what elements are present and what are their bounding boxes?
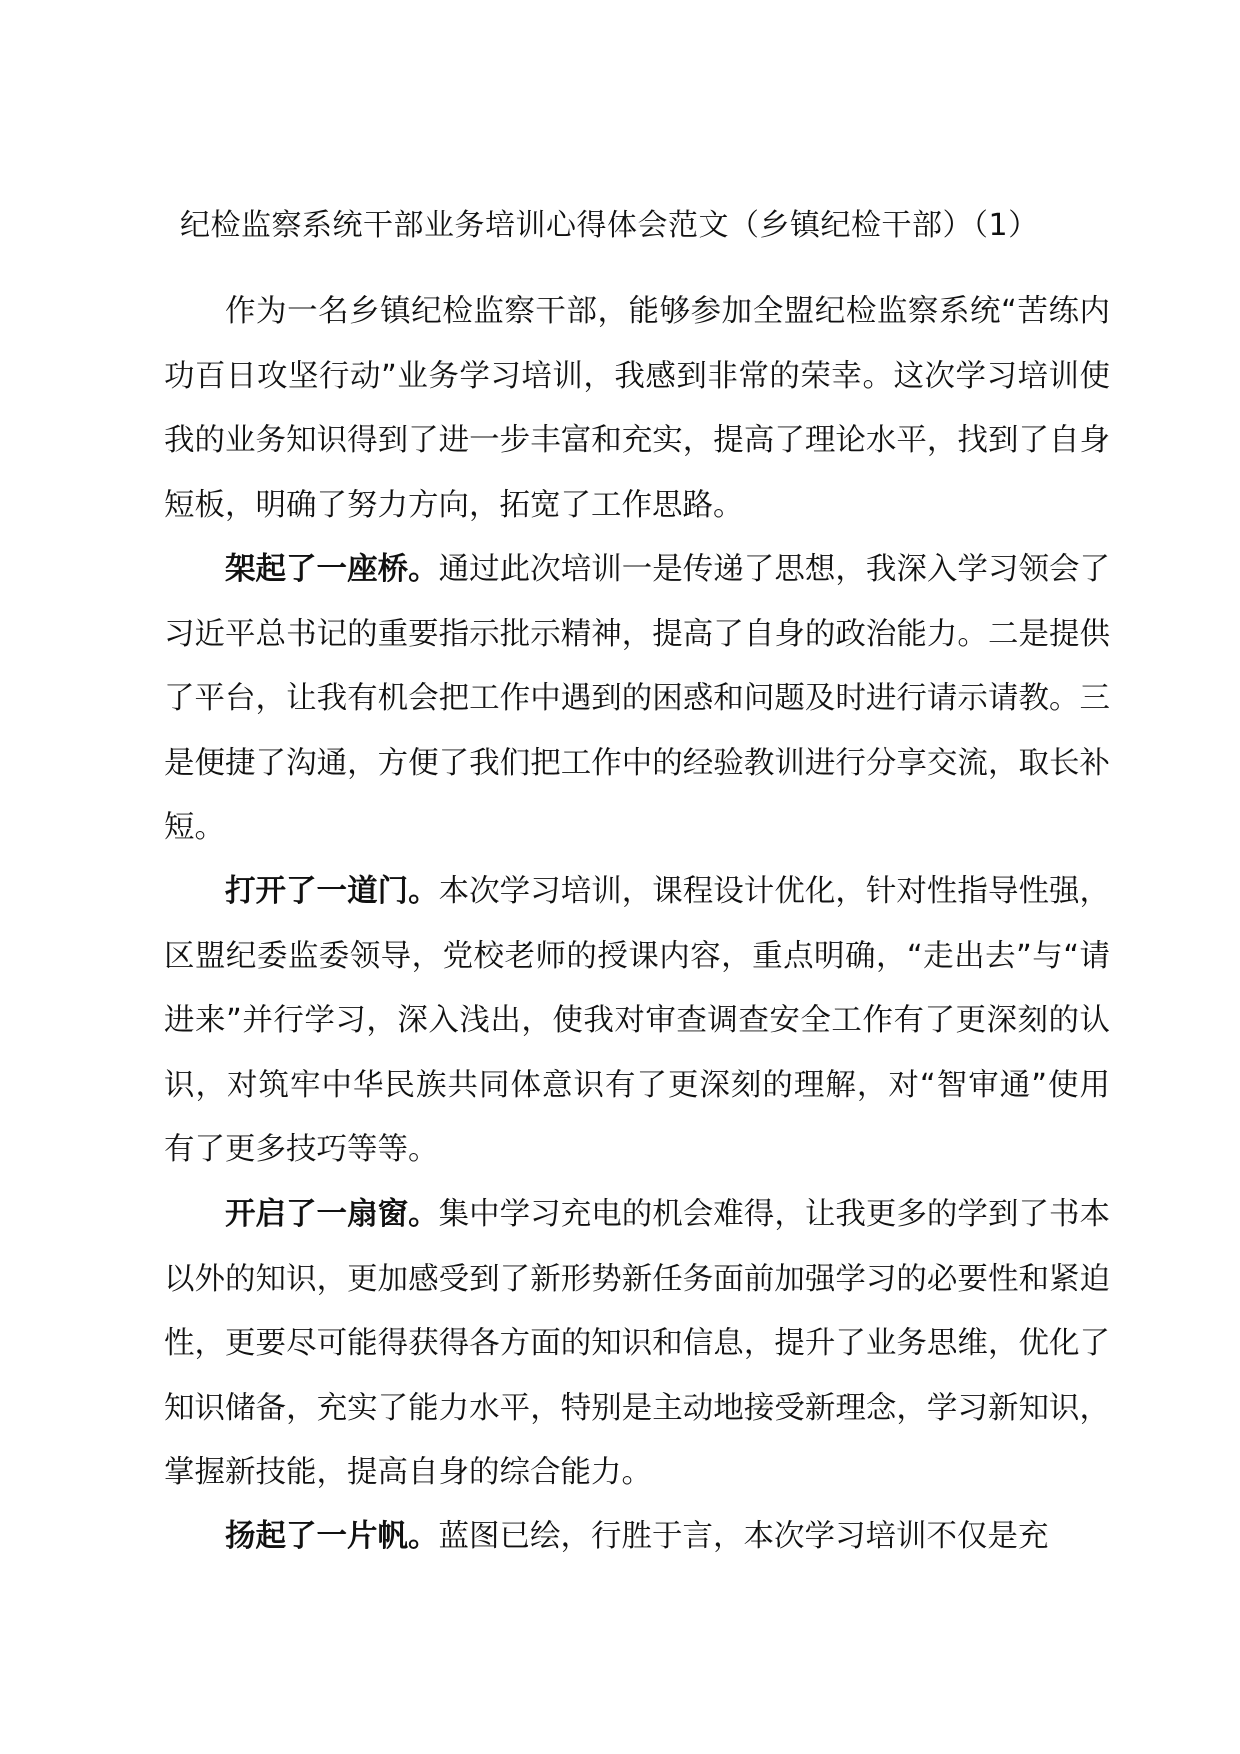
paragraph-door xyxy=(164,860,1110,1183)
paragraph-bridge xyxy=(164,538,1110,861)
paragraph-text: 蓝图已绘，行胜于言，本次学习培训不仅是充 xyxy=(438,1519,1049,1554)
paragraph-text: 本次学习培训，课程设计优化，针对性指导性强，区盟纪委监委领导，党校老师的授课内容，重点明确，“走出去”与“请进来”并行学习，深入浅出，使我对审查调查安全工作有了更深刻的认识，对筑牢中华民族共同体意识有了更深刻的理解，对“智审通”使用有了更多技巧等等。 xyxy=(164,874,1110,1167)
paragraph-lead: 扬起了一片帆。 xyxy=(225,1519,439,1554)
paragraph-text: 通过此次培训一是传递了思想，我深入学习领会了习近平总书记的重要指示批示精神，提高了自身的政治能力。二是提供了平台，让我有机会把工作中遇到的困惑和问题及时进行请示请教。三是便捷了沟通，方便了我们把工作中的经验教训进行分享交流，取长补短。 xyxy=(164,552,1110,845)
paragraph-text: 作为一名乡镇纪检监察干部，能够参加全盟纪检监察系统“苦练内功百日攻坚行动”业务学习培训，我感到非常的荣幸。这次学习培训使我的业务知识得到了进一步丰富和充实，提高了理论水平，找到了自身短板，明确了努力方向，拓宽了工作思路。 xyxy=(164,294,1110,523)
paragraph-lead: 打开了一道门。 xyxy=(225,874,439,909)
paragraph-lead: 开启了一扇窗。 xyxy=(225,1197,439,1232)
document-title: 纪检监察系统干部业务培训心得体会范文（乡镇纪检干部）（1） xyxy=(180,208,1039,243)
paragraph-text: 集中学习充电的机会难得，让我更多的学到了书本以外的知识，更加感受到了新形势新任务面前加强学习的必要性和紧迫性，更要尽可能得获得各方面的知识和信息，提升了业务思维，优化了知识储备，充实了能力水平，特别是主动地接受新理念，学习新知识，掌握新技能，提高自身的综合能力。 xyxy=(164,1197,1110,1490)
paragraph-window xyxy=(164,1183,1110,1506)
paragraph-intro xyxy=(164,280,1110,538)
paragraph-lead: 架起了一座桥。 xyxy=(225,552,439,587)
paragraph-sail xyxy=(164,1505,1110,1570)
